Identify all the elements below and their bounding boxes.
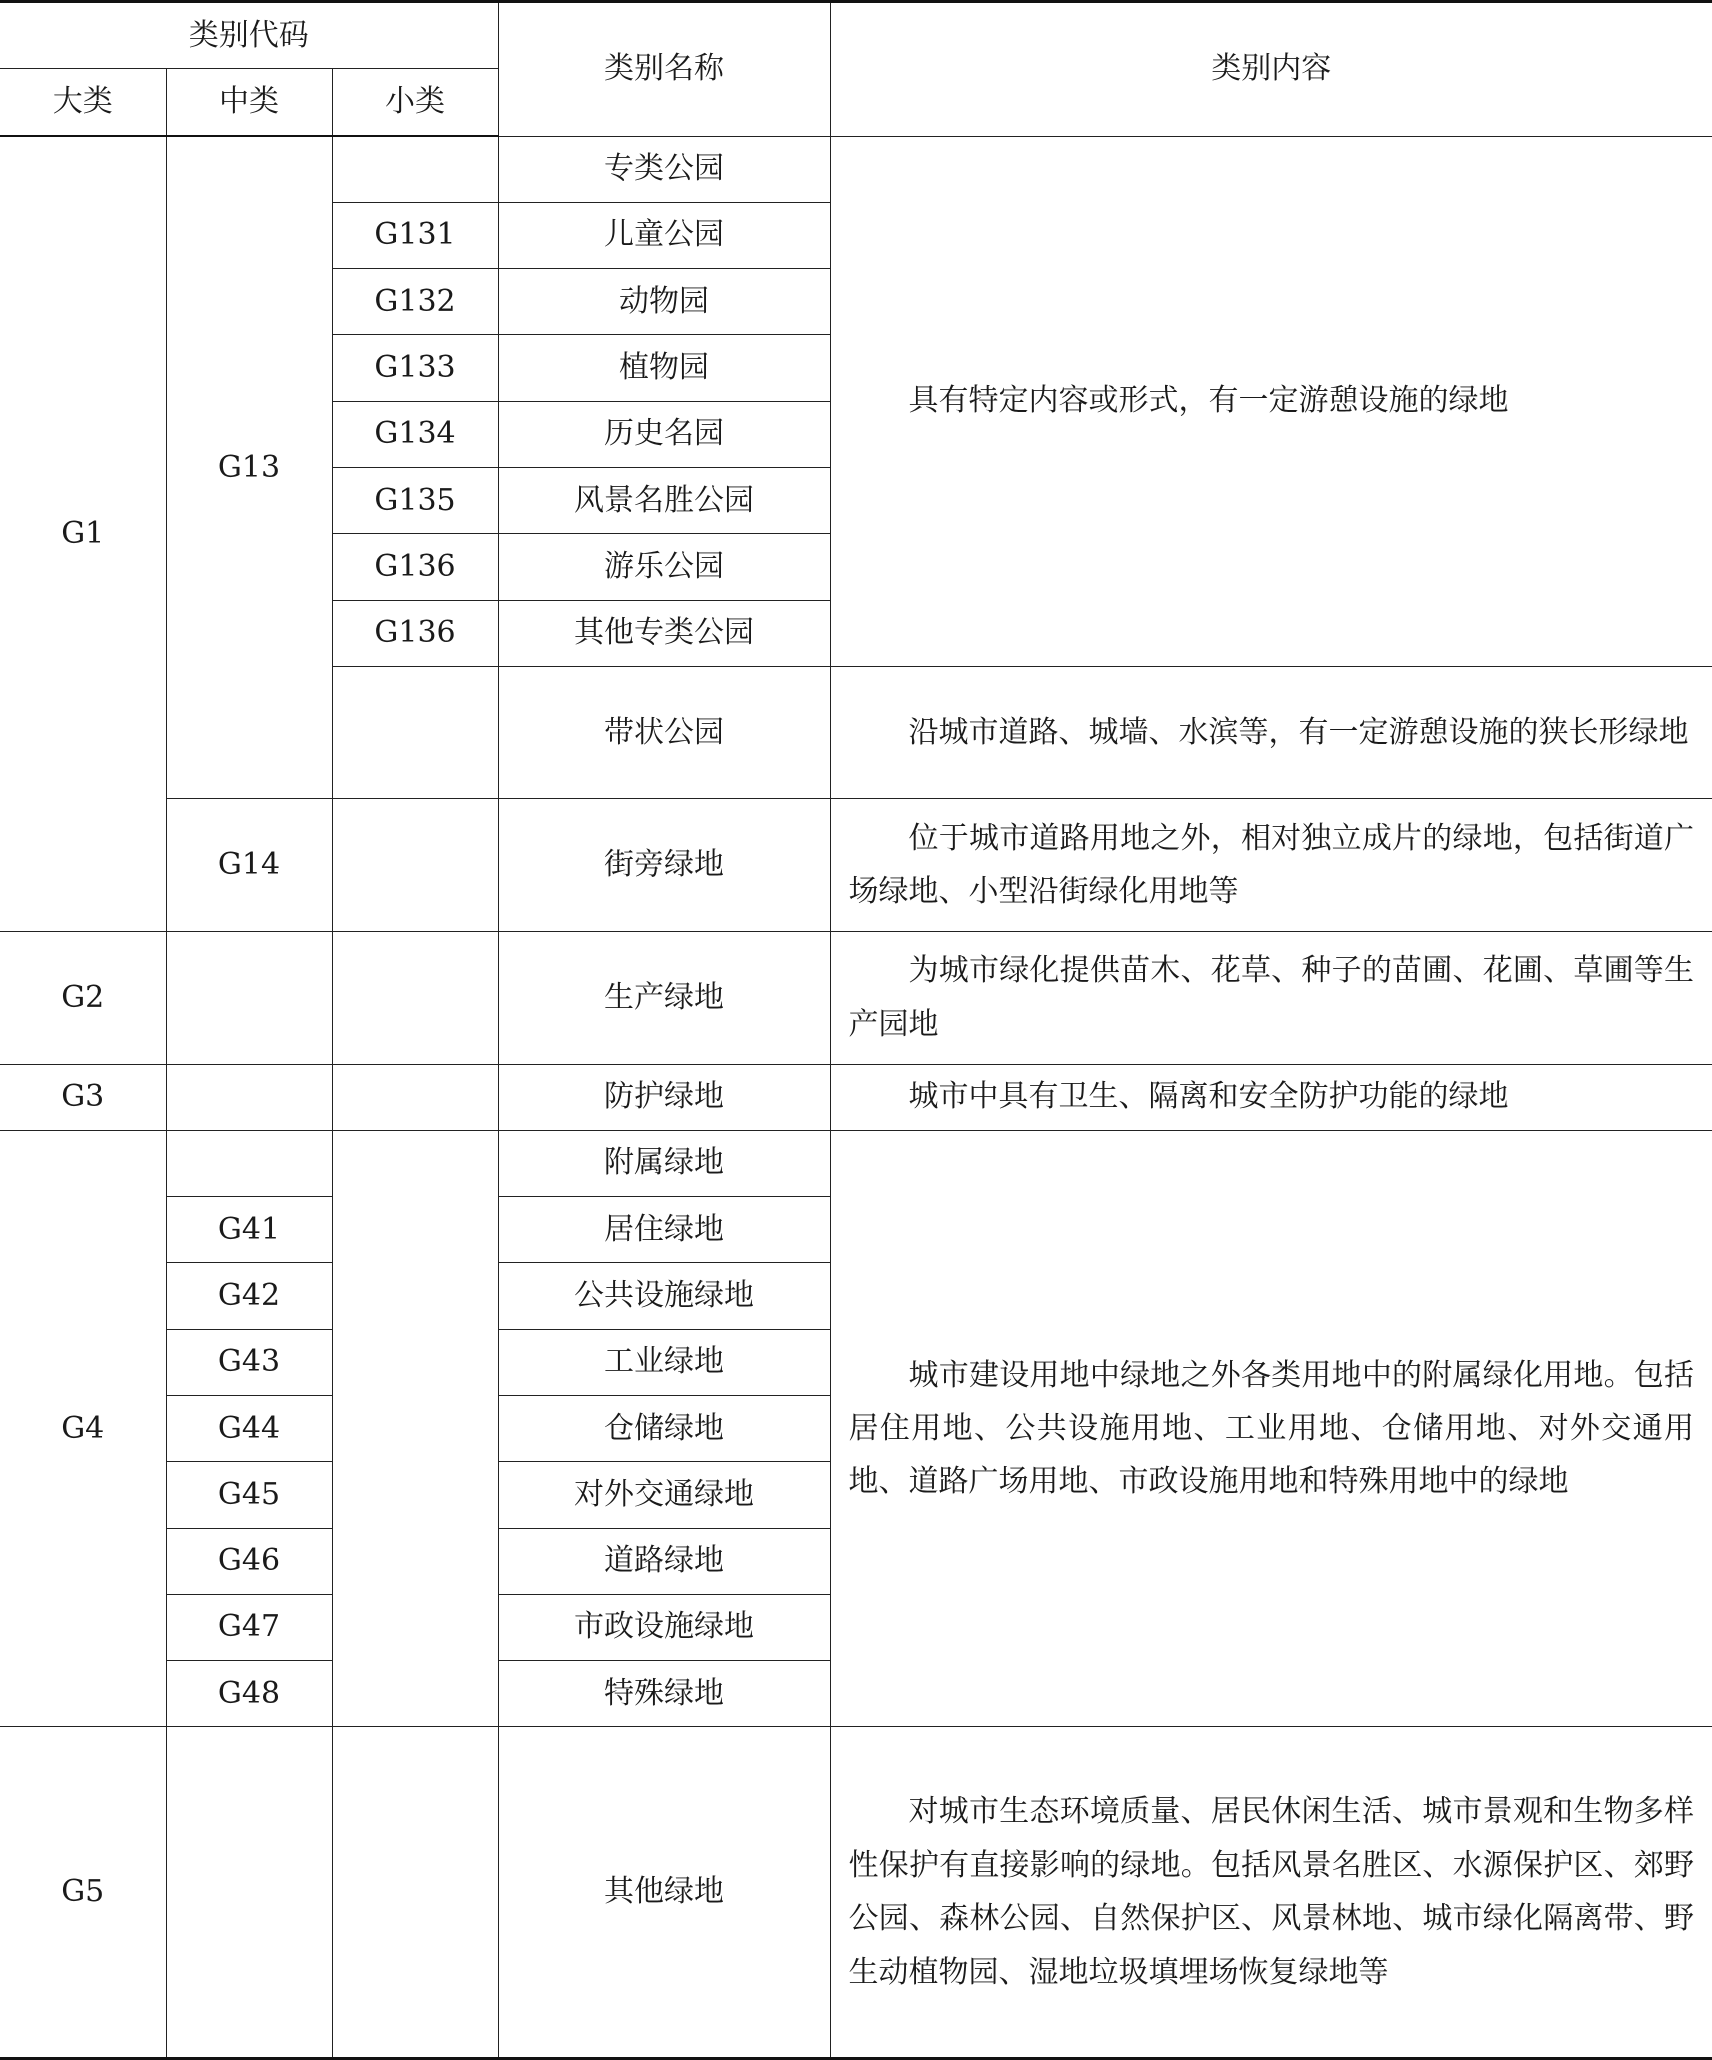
- category-name-cell: 居住绿地: [498, 1197, 830, 1263]
- middle-code-cell: G46: [166, 1528, 332, 1594]
- middle-code-cell: [166, 1727, 332, 2059]
- category-name-cell: 生产绿地: [498, 931, 830, 1064]
- category-content-text: 沿城市道路、城墙、水滨等，有一定游憩设施的狭长形绿地: [908, 714, 1689, 750]
- middle-code-cell: [166, 1064, 332, 1130]
- middle-code-cell: G47: [166, 1594, 332, 1660]
- category-name-cell: 道路绿地: [498, 1528, 830, 1594]
- minor-code-cell: [332, 1727, 498, 2059]
- category-content-text: 对城市生态环境质量、居民休闲生活、城市景观和生物多样性保护有直接影响的绿地。包括风景名胜区、水源保护区、郊野公园、森林公园、自然保护区、风景林地、城市绿化隔离带、野生动植物园、湿地垃圾填埋场恢复绿地等: [848, 1794, 1695, 1990]
- category-name-cell: 游乐公园: [498, 534, 830, 600]
- middle-code-cell: G14: [166, 799, 332, 932]
- table-row: [0, 1064, 1712, 1130]
- category-content-cell: [830, 799, 1712, 932]
- table-row: [0, 931, 1712, 1064]
- category-name-cell: 仓储绿地: [498, 1395, 830, 1461]
- middle-code-cell: [166, 1130, 332, 1196]
- category-name-cell: 防护绿地: [498, 1064, 830, 1130]
- category-name-cell: 风景名胜公园: [498, 467, 830, 533]
- middle-code-cell: G45: [166, 1462, 332, 1528]
- header-middle: 中类: [166, 69, 332, 136]
- header-minor: 小类: [332, 69, 498, 136]
- minor-code-cell: [332, 666, 498, 799]
- major-code-cell: G4: [0, 1130, 166, 1727]
- minor-code-cell: [332, 1064, 498, 1130]
- minor-code-cell: G134: [332, 401, 498, 467]
- category-content-cell: [830, 1064, 1712, 1130]
- minor-code-cell: [332, 931, 498, 1064]
- header-major: 大类: [0, 69, 166, 136]
- minor-code-cell: G132: [332, 269, 498, 335]
- category-content-cell: [830, 136, 1712, 666]
- category-content-text: 城市建设用地中绿地之外各类用地中的附属绿化用地。包括居住用地、公共设施用地、工业用地、仓储用地、对外交通用地、道路广场用地、市政设施用地和特殊用地中的绿地: [848, 1357, 1695, 1500]
- middle-code-cell: G13: [166, 136, 332, 799]
- major-code-cell: G3: [0, 1064, 166, 1130]
- category-content-text: 城市中具有卫生、隔离和安全防护功能的绿地: [908, 1079, 1509, 1115]
- middle-code-cell: G43: [166, 1329, 332, 1395]
- category-name-cell: 工业绿地: [498, 1329, 830, 1395]
- category-content-text: 位于城市道路用地之外，相对独立成片的绿地，包括街道广场绿地、小型沿街绿化用地等: [848, 820, 1695, 910]
- minor-code-cell: G131: [332, 202, 498, 268]
- minor-code-cell: [332, 799, 498, 932]
- minor-code-cell: G136: [332, 534, 498, 600]
- category-name-cell: 历史名园: [498, 401, 830, 467]
- category-name-cell: 其他专类公园: [498, 600, 830, 666]
- category-content-cell: [830, 1727, 1712, 2059]
- category-name-cell: 带状公园: [498, 666, 830, 799]
- category-content-text: 具有特定内容或形式，有一定游憩设施的绿地: [908, 383, 1509, 419]
- table-row: [0, 1130, 1712, 1196]
- major-code-cell: G2: [0, 931, 166, 1064]
- major-code-cell: G1: [0, 136, 166, 931]
- category-name-cell: 专类公园: [498, 136, 830, 202]
- category-name-cell: 对外交通绿地: [498, 1462, 830, 1528]
- header-content: 类别内容: [830, 2, 1712, 137]
- category-name-cell: 儿童公园: [498, 202, 830, 268]
- category-name-cell: 其他绿地: [498, 1727, 830, 2059]
- minor-code-cell: [332, 136, 498, 202]
- category-content-text: 为城市绿化提供苗木、花草、种子的苗圃、花圃、草圃等生产园地: [848, 953, 1695, 1042]
- middle-code-cell: G42: [166, 1263, 332, 1329]
- middle-code-cell: G44: [166, 1395, 332, 1461]
- category-name-cell: 附属绿地: [498, 1130, 830, 1196]
- category-name-cell: 植物园: [498, 335, 830, 401]
- category-content-cell: [830, 931, 1712, 1064]
- category-name-cell: 动物园: [498, 269, 830, 335]
- category-name-cell: 公共设施绿地: [498, 1263, 830, 1329]
- major-code-cell: G5: [0, 1727, 166, 2059]
- category-name-cell: 街旁绿地: [498, 799, 830, 932]
- category-name-cell: 市政设施绿地: [498, 1594, 830, 1660]
- minor-code-cell: G133: [332, 335, 498, 401]
- minor-code-cell: G135: [332, 467, 498, 533]
- middle-code-cell: G48: [166, 1661, 332, 1727]
- middle-code-cell: G41: [166, 1197, 332, 1263]
- minor-code-cell: G136: [332, 600, 498, 666]
- category-content-cell: [830, 1130, 1712, 1727]
- header-row-1: [0, 2, 1712, 69]
- header-name: 类别名称: [498, 2, 830, 137]
- table-row: [0, 136, 1712, 202]
- minor-code-cell: [332, 1130, 498, 1727]
- category-content-cell: [830, 666, 1712, 799]
- middle-code-cell: [166, 931, 332, 1064]
- category-name-cell: 特殊绿地: [498, 1661, 830, 1727]
- table-row: [0, 1727, 1712, 2059]
- header-code-group: 类别代码: [0, 2, 498, 69]
- table-row: [0, 799, 1712, 932]
